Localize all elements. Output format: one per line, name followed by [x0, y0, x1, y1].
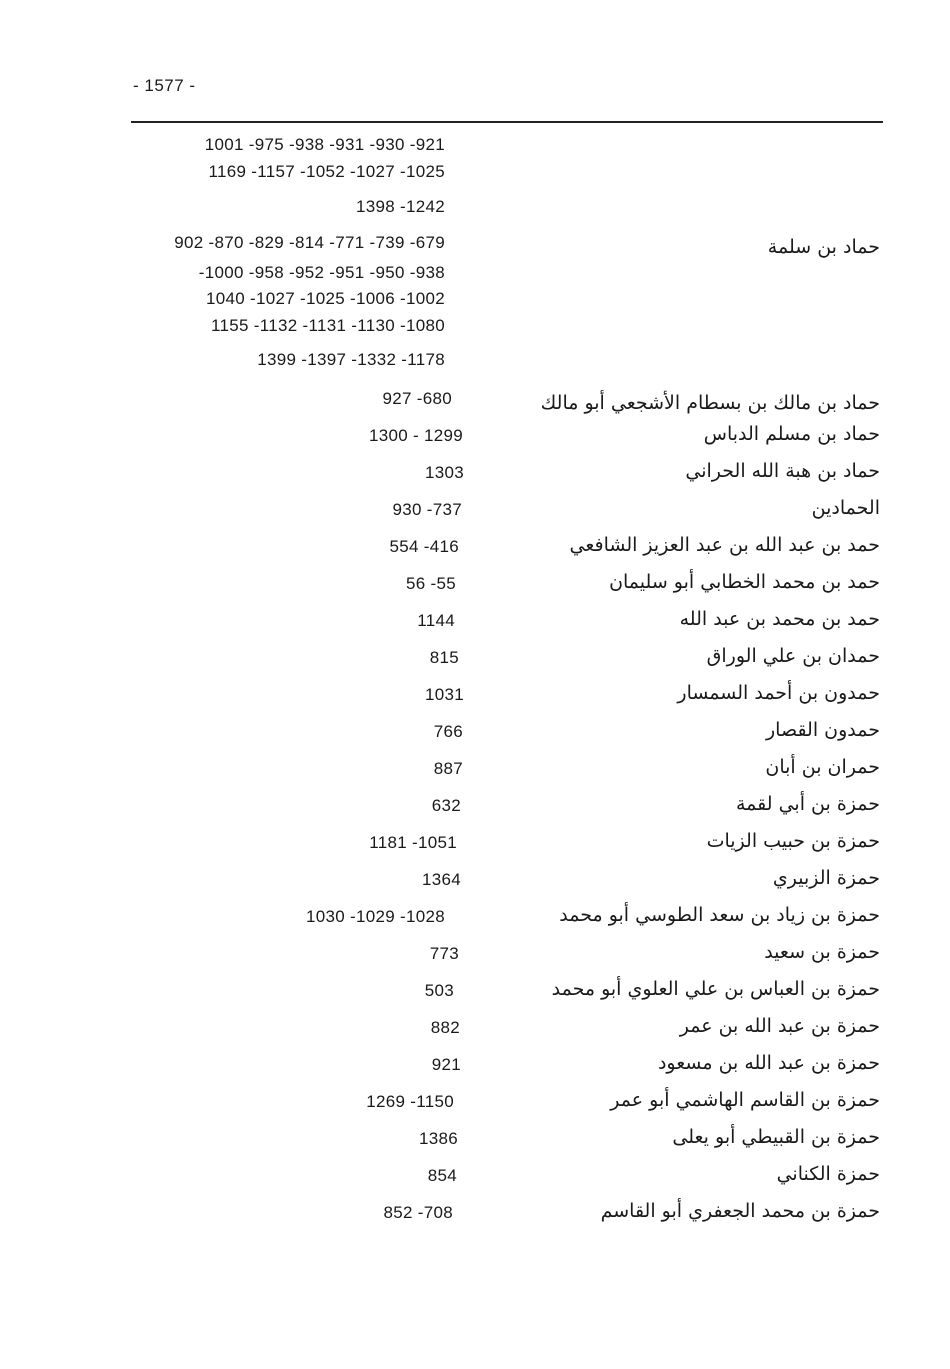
entry-name: حمدون بن أحمد السمسار [677, 682, 880, 704]
entry-name: حمزة بن العباس بن علي العلوي أبو محمد [551, 978, 880, 1000]
entry-name: حمزة بن القبيطي أبو يعلى [672, 1126, 880, 1148]
page-references: 1399 -1397 -1332 -1178 [257, 350, 445, 369]
page-references: 632 [431, 796, 461, 815]
page-references: 1364 [421, 870, 461, 889]
page-references: 921 [431, 1055, 461, 1074]
entry-name: حماد بن هبة الله الحراني [685, 460, 880, 482]
page-references: 1303 [424, 463, 464, 482]
entry-name: الحمادين [811, 497, 880, 519]
entry-name: حمد بن محمد الخطابي أبو سليمان [609, 571, 880, 593]
page-references: 882 [430, 1018, 460, 1037]
entry-name: حمزة بن محمد الجعفري أبو القاسم [600, 1200, 880, 1222]
entry-name: حمزة بن عبد الله بن مسعود [657, 1052, 880, 1074]
entry-name: حمدان بن علي الوراق [706, 645, 880, 667]
entry-name: حماد بن مالك بن بسطام الأشجعي أبو مالك [540, 392, 880, 414]
page-references: 1386 [418, 1129, 458, 1148]
entry-name: حمدون القصار [766, 719, 880, 741]
header-rule [131, 121, 883, 123]
page-references: 1144 [417, 611, 455, 630]
page-references: 56 -55 [405, 574, 456, 593]
page-references: 815 [429, 648, 459, 667]
entry-name: حمزة بن حبيب الزيات [706, 830, 880, 852]
page-references: 854 [427, 1166, 457, 1185]
page-references: 554 -416 [389, 537, 459, 556]
entry-name: حمزة الكناني [776, 1163, 880, 1185]
page-references: 1300 - 1299 [368, 426, 463, 445]
entry-name: حماد بن سلمة [767, 236, 880, 258]
page-references: 773 [429, 944, 459, 963]
entry-name: حمزة بن سعيد [764, 941, 880, 963]
entry-name: حمران بن أبان [765, 756, 880, 778]
page-references: 930 -737 [392, 500, 462, 519]
page-references: -1000 -958 -952 -951 -950 -938 [198, 263, 445, 282]
entry-name: حمد بن محمد بن عبد الله [679, 608, 880, 630]
page-references: 852 -708 [383, 1203, 453, 1222]
entry-name: حمزة بن عبد الله بن عمر [679, 1015, 880, 1037]
entry-name: حمزة بن زياد بن سعد الطوسي أبو محمد [559, 904, 880, 926]
page-references: 1001 -975 -938 -931 -930 -921 [204, 135, 445, 154]
page-references: 1155 -1132 -1131 -1130 -1080 [211, 316, 445, 335]
page-references: 887 [433, 759, 463, 778]
page-number: - 1577 - [133, 76, 196, 95]
entry-name: حماد بن مسلم الدباس [703, 423, 880, 445]
page-references: 902 -870 -829 -814 -771 -739 -679 [174, 233, 445, 252]
page-references: 1031 [424, 685, 464, 704]
entry-name: حمزة بن أبي لقمة [735, 793, 880, 815]
page-references: 927 -680 [382, 389, 452, 408]
page-references: 766 [433, 722, 463, 741]
page-references: 1169 -1157 -1052 -1027 -1025 [208, 162, 445, 181]
page-references: 1040 -1027 -1025 -1006 -1002 [205, 289, 445, 308]
entry-name: حمد بن عبد الله بن عبد العزيز الشافعي [569, 534, 880, 556]
page-references: 1269 -1150 [366, 1092, 454, 1111]
page-references: 1181 -1051 [369, 833, 457, 852]
page-references: 1030 -1029 -1028 [305, 907, 445, 926]
page-references: 503 [424, 981, 454, 1000]
page-references: 1398 -1242 [355, 197, 445, 216]
entry-name: حمزة الزبيري [772, 867, 880, 889]
entry-name: حمزة بن القاسم الهاشمي أبو عمر [610, 1089, 880, 1111]
